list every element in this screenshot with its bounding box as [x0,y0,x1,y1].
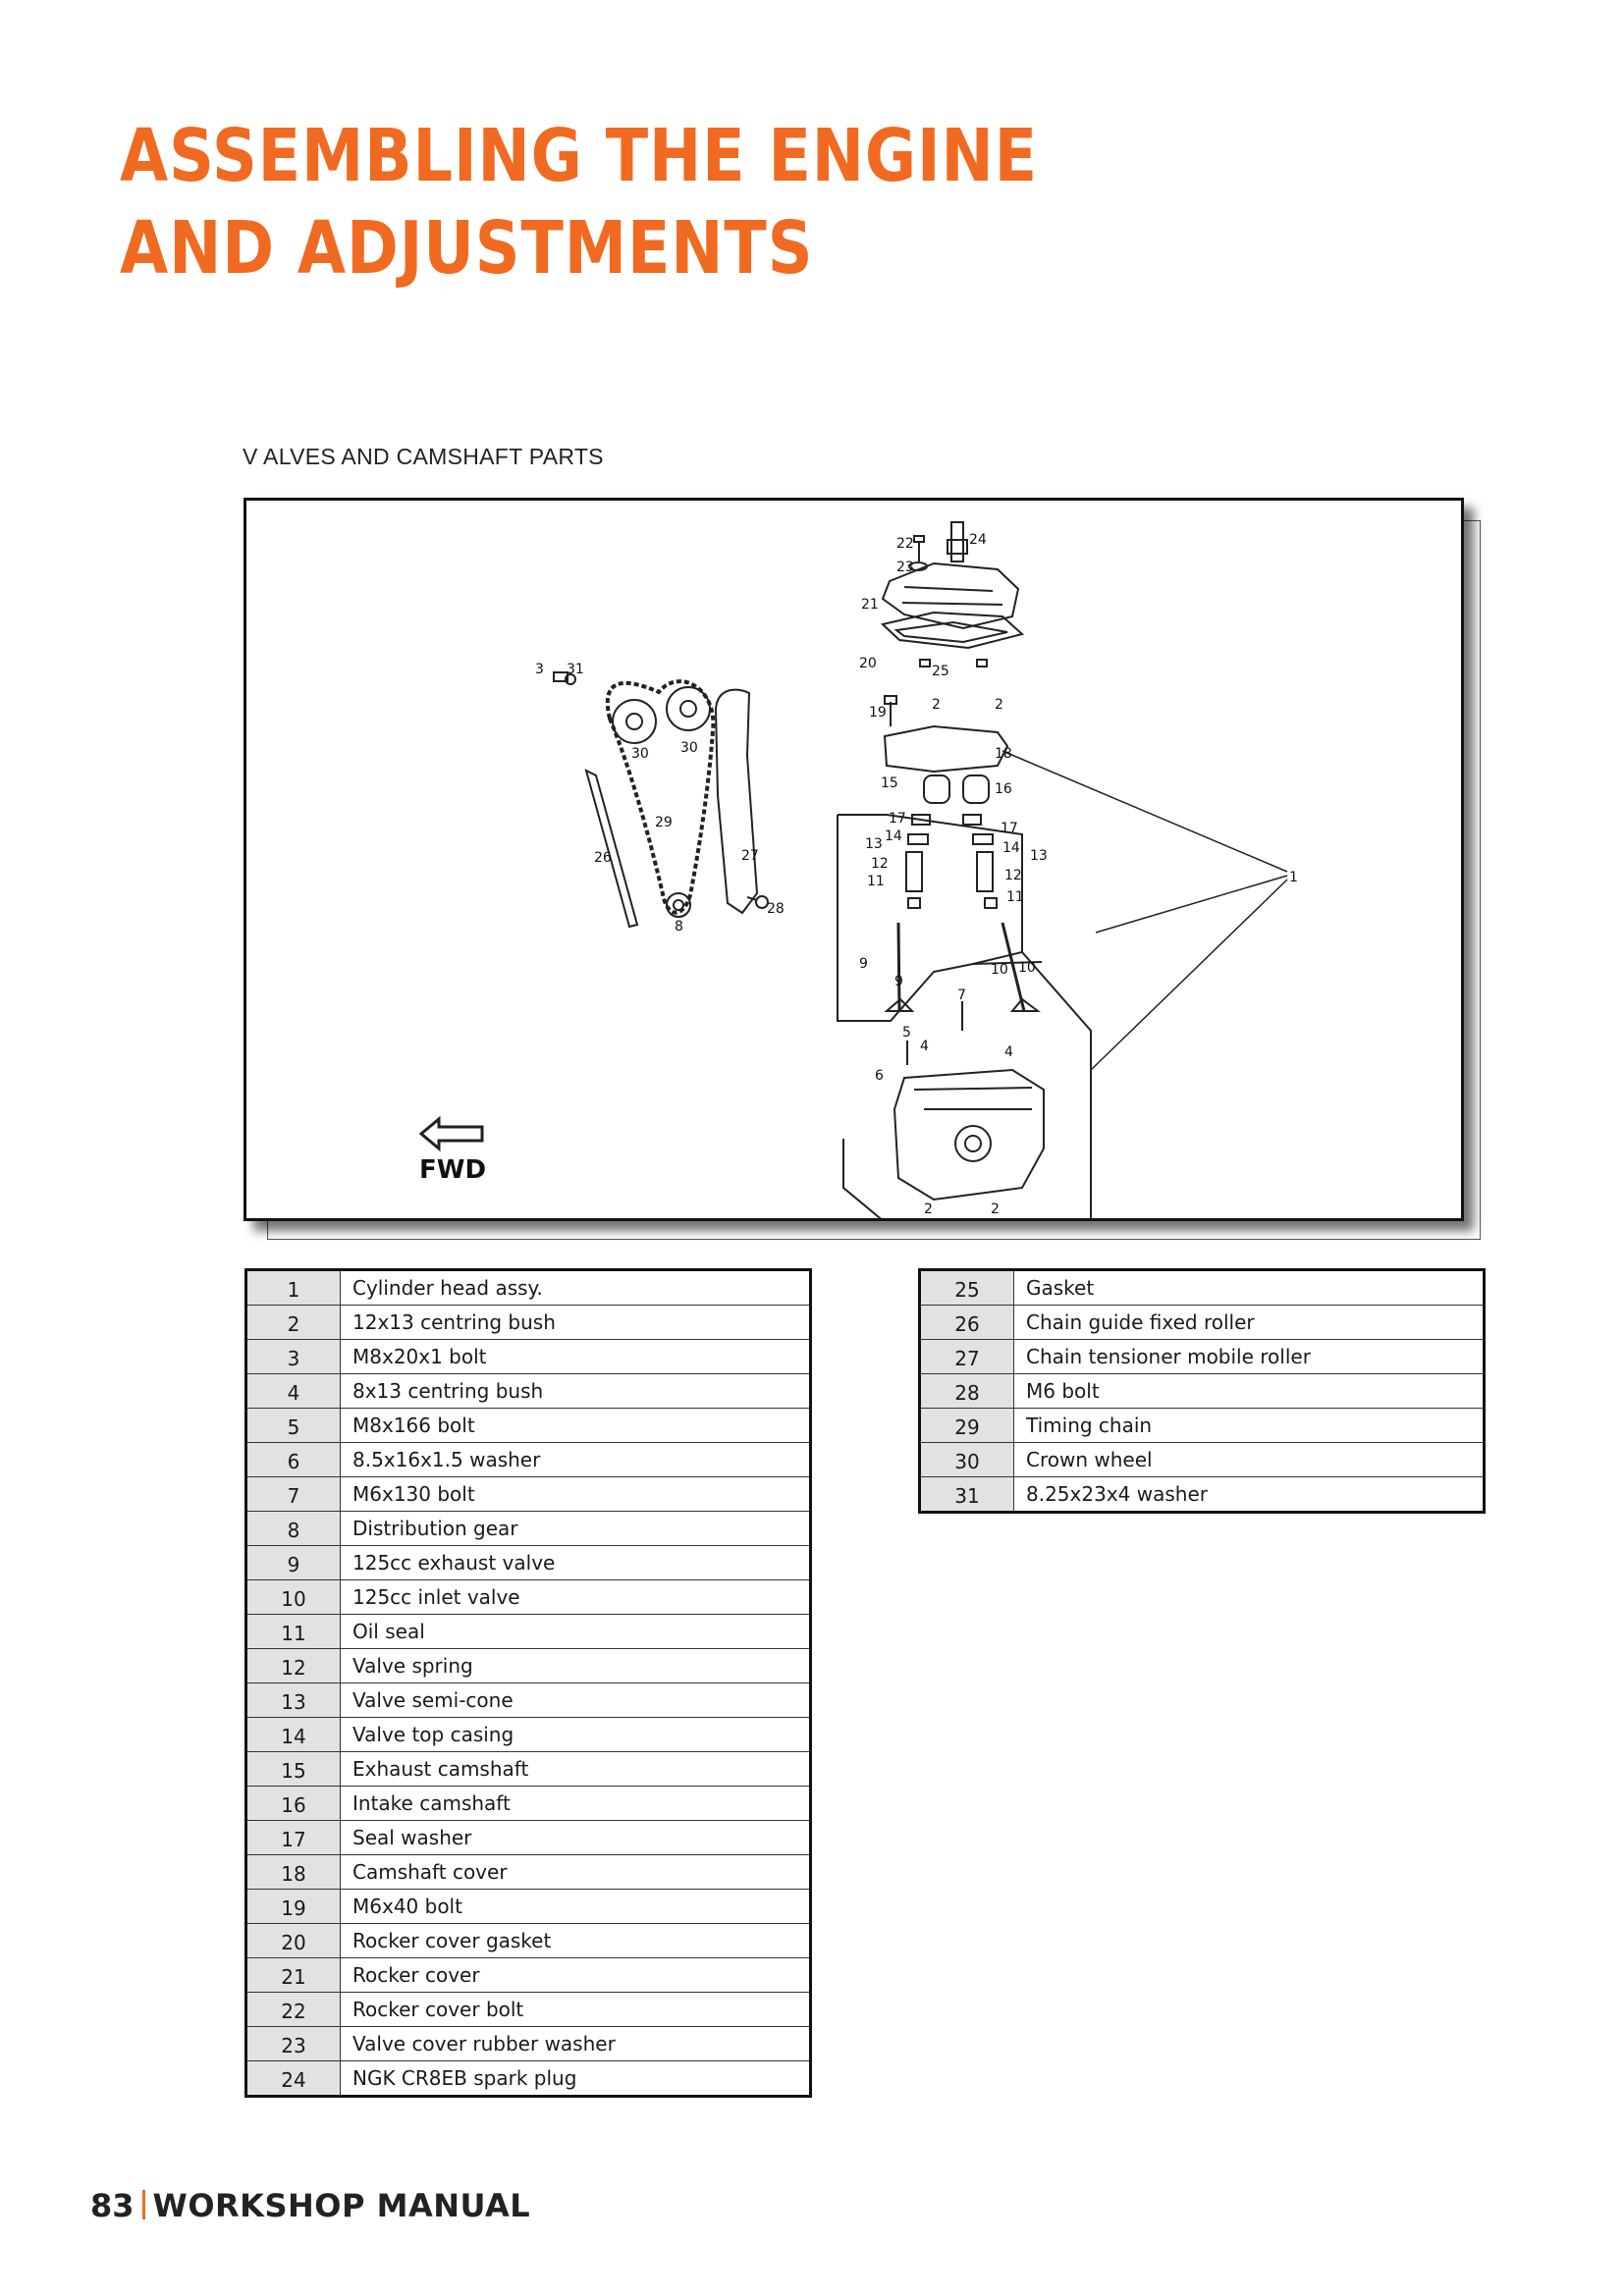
part-description: Timing chain [1014,1409,1485,1443]
callout-13a: 13 [865,836,883,852]
part-number: 24 [246,2061,341,2097]
table-row [246,1477,811,1512]
callout-17b: 17 [1001,821,1018,836]
part-number: 28 [920,1374,1014,1409]
part-description: 8.5x16x1.5 washer [341,1443,811,1477]
part-description: Valve semi-cone [341,1683,811,1718]
callout-6: 6 [875,1068,884,1084]
callout-3: 3 [535,662,544,677]
callout-26: 26 [594,850,612,866]
part-number: 2 [246,1306,341,1340]
part-description: Exhaust camshaft [341,1752,811,1787]
table-row [246,1306,811,1340]
callout-9b: 9 [894,974,903,989]
part-number: 16 [246,1787,341,1821]
part-description: Cylinder head assy. [341,1270,811,1306]
fwd-label: FWD [419,1155,487,1185]
part-number: 10 [246,1580,341,1615]
page-number: 83 [90,2187,135,2224]
callout-11b: 11 [1006,889,1024,905]
part-description: 8x13 centring bush [341,1374,811,1409]
part-description: Valve spring [341,1649,811,1683]
table-row [246,1787,811,1821]
part-number: 20 [246,1924,341,1958]
parts-table-right [918,1268,1486,1514]
callout-2d: 2 [991,1201,1000,1217]
page-footer [90,2187,530,2224]
part-description: M6x130 bolt [341,1477,811,1512]
callout-2b: 2 [995,697,1003,713]
part-number: 7 [246,1477,341,1512]
table-row [246,1958,811,1993]
part-number: 3 [246,1340,341,1374]
part-number: 26 [920,1306,1014,1340]
table-row [246,1443,811,1477]
part-description: 12x13 centring bush [341,1306,811,1340]
part-description: Chain tensioner mobile roller [1014,1340,1485,1374]
table-row [246,1683,811,1718]
table-row [246,1409,811,1443]
table-row [246,1374,811,1409]
part-number: 15 [246,1752,341,1787]
part-number: 5 [246,1409,341,1443]
table-row [246,1580,811,1615]
callout-14b: 14 [1002,840,1020,856]
callout-4b: 4 [1004,1044,1013,1060]
part-number: 30 [920,1443,1014,1477]
table-row [920,1443,1485,1477]
callout-25: 25 [932,664,949,679]
exploded-parts-diagram [244,498,1464,1221]
part-number: 18 [246,1855,341,1890]
callout-13b: 13 [1030,848,1048,864]
part-description: Chain guide fixed roller [1014,1306,1485,1340]
part-description: Gasket [1014,1270,1485,1306]
part-description: Rocker cover [341,1958,811,1993]
footer-label: WORKSHOP MANUAL [152,2187,531,2224]
callout-19: 19 [869,705,887,721]
table-row [920,1306,1485,1340]
callout-24: 24 [969,532,987,548]
part-description: M6x40 bolt [341,1890,811,1924]
part-number: 14 [246,1718,341,1752]
callout-15: 15 [881,775,898,791]
page-title-line-2: AND ADJUSTMENTS [120,206,814,291]
callout-27: 27 [741,848,759,864]
table-row [246,1546,811,1580]
callout-31: 31 [567,662,584,677]
callout-20: 20 [859,656,877,671]
part-number: 21 [246,1958,341,1993]
part-description: M8x20x1 bolt [341,1340,811,1374]
callout-23: 23 [896,560,914,575]
part-number: 19 [246,1890,341,1924]
part-number: 17 [246,1821,341,1855]
table-row [246,1993,811,2027]
table-row [920,1270,1485,1306]
part-number: 12 [246,1649,341,1683]
part-number: 23 [246,2027,341,2061]
part-description: 8.25x23x4 washer [1014,1477,1485,1513]
part-description: 125cc inlet valve [341,1580,811,1615]
part-description: Valve top casing [341,1718,811,1752]
part-number: 25 [920,1270,1014,1306]
part-number: 4 [246,1374,341,1409]
callout-4a: 4 [920,1039,929,1054]
part-number: 8 [246,1512,341,1546]
part-number: 13 [246,1683,341,1718]
part-description: Crown wheel [1014,1443,1485,1477]
part-description: Distribution gear [341,1512,811,1546]
callout-21: 21 [861,597,879,613]
table-row [246,1890,811,1924]
part-number: 31 [920,1477,1014,1513]
callout-11a: 11 [867,874,885,889]
part-number: 11 [246,1615,341,1649]
table-row [920,1409,1485,1443]
callout-22: 22 [896,536,914,552]
table-row [246,1270,811,1306]
callout-10b: 10 [1018,960,1036,976]
table-row [246,1855,811,1890]
callout-7: 7 [957,988,966,1003]
part-number: 22 [246,1993,341,2027]
part-description: 125cc exhaust valve [341,1546,811,1580]
part-description: Seal washer [341,1821,811,1855]
callout-10a: 10 [991,962,1008,978]
part-description: Rocker cover bolt [341,1993,811,2027]
part-number: 1 [246,1270,341,1306]
table-row [246,1615,811,1649]
table-row [920,1374,1485,1409]
part-number: 29 [920,1409,1014,1443]
table-row [246,1924,811,1958]
callout-8: 8 [675,919,683,934]
part-number: 27 [920,1340,1014,1374]
table-row [246,1821,811,1855]
table-row [246,1512,811,1546]
table-row [246,1752,811,1787]
callout-12b: 12 [1004,868,1022,883]
page-title-line-1: ASSEMBLING THE ENGINE [120,114,1039,198]
table-row [246,2061,811,2097]
part-number: 9 [246,1546,341,1580]
part-number: 6 [246,1443,341,1477]
table-row [920,1340,1485,1374]
callout-18: 18 [995,746,1012,762]
part-description: Oil seal [341,1615,811,1649]
figure-caption: V ALVES AND CAMSHAFT PARTS [243,444,604,469]
parts-table-left [244,1268,812,2098]
callout-17a: 17 [889,811,906,827]
part-description: NGK CR8EB spark plug [341,2061,811,2097]
table-row [246,1340,811,1374]
callout-14a: 14 [885,828,902,844]
callout-5: 5 [902,1025,911,1041]
callout-30b: 30 [680,740,698,756]
callout-9a: 9 [859,956,868,972]
callout-2c: 2 [924,1201,933,1217]
callout-16: 16 [995,781,1012,797]
part-description: M6 bolt [1014,1374,1485,1409]
part-description: M8x166 bolt [341,1409,811,1443]
callout-30a: 30 [631,746,649,762]
page-title [120,110,1200,294]
callout-12a: 12 [871,856,889,872]
part-description: Intake camshaft [341,1787,811,1821]
footer-separator [142,2190,145,2219]
table-row [246,2027,811,2061]
diagram-drawing [246,501,1461,1218]
callout-2a: 2 [932,697,941,713]
part-description: Valve cover rubber washer [341,2027,811,2061]
table-row [246,1718,811,1752]
part-description: Camshaft cover [341,1855,811,1890]
callout-1: 1 [1289,870,1298,885]
callout-28: 28 [767,901,785,917]
callout-29: 29 [655,815,673,830]
table-row [920,1477,1485,1513]
part-description: Rocker cover gasket [341,1924,811,1958]
table-row [246,1649,811,1683]
